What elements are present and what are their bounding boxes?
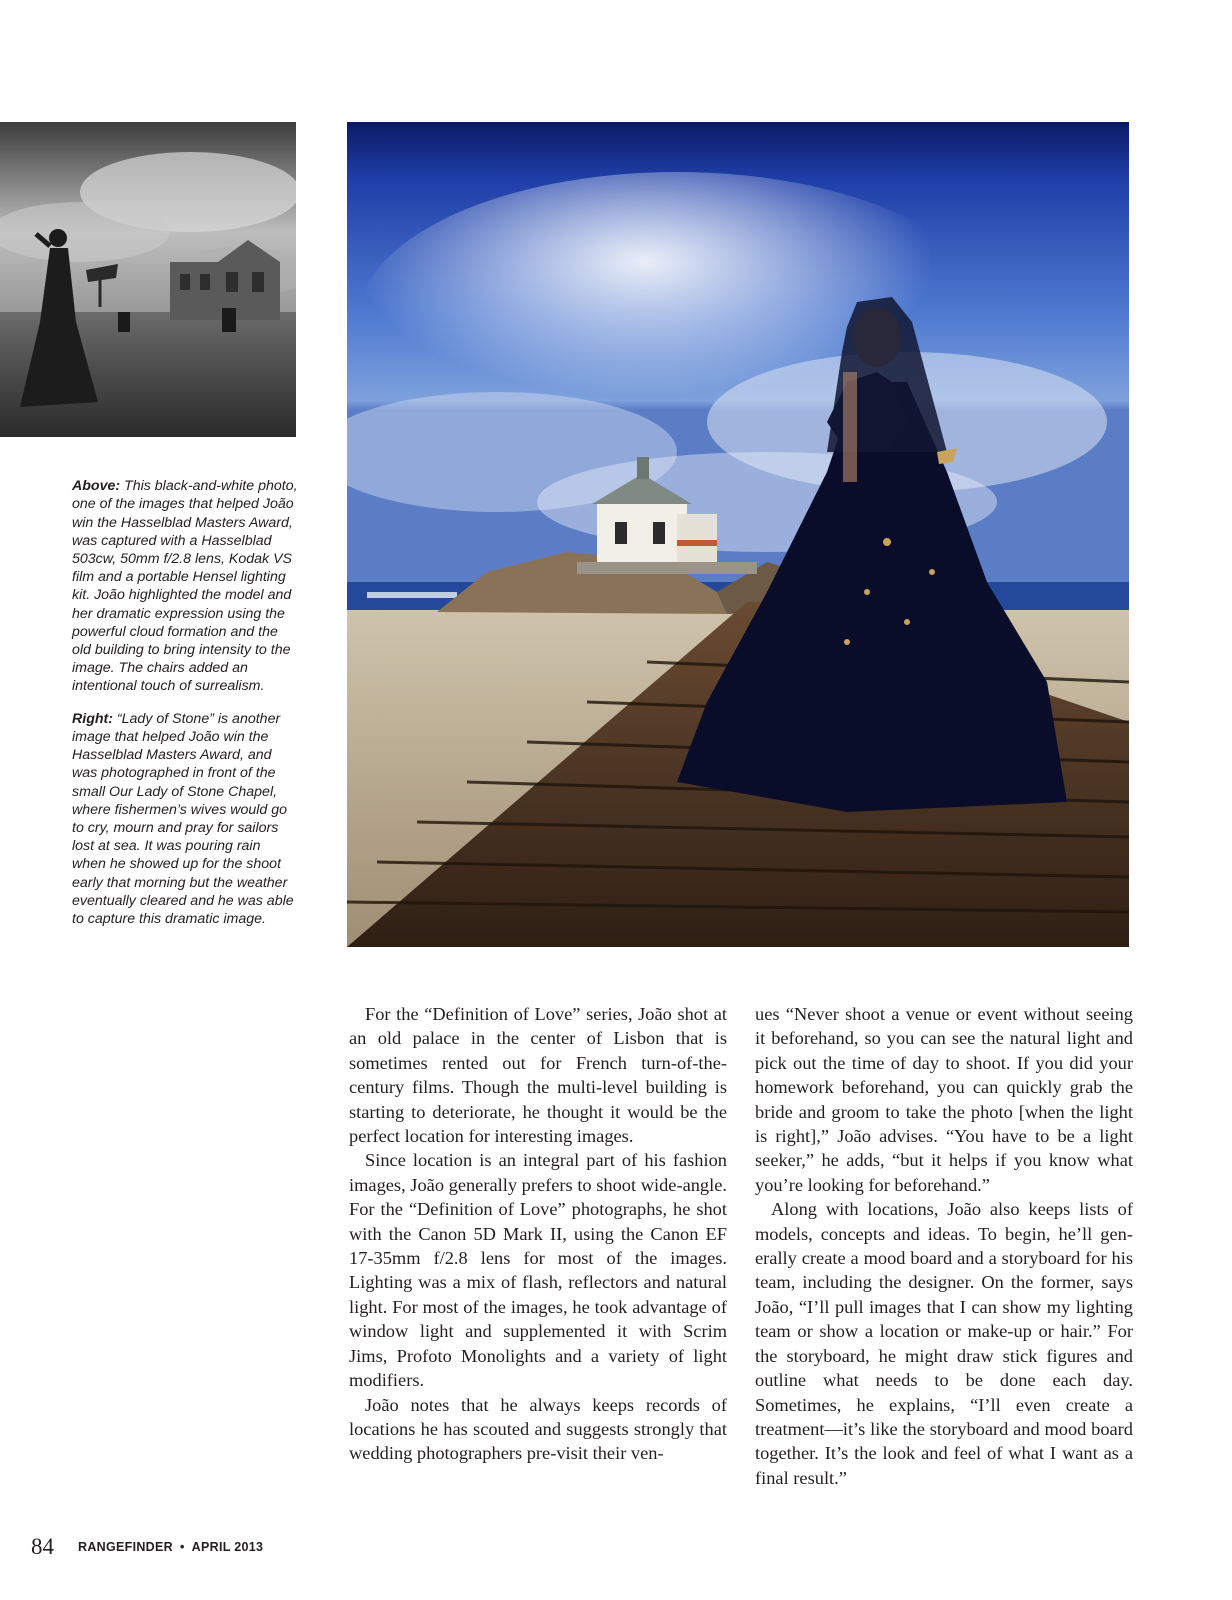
caption-right-lead: Right:: [72, 710, 113, 727]
caption-above-text: This black-and-white photo, one of the images that helped João win the Hasselblad Masters Award, was captured with a Hasselblad 503cw, 50mm f/2.8 lens, Kodak VS film and a portable Hensel lighting kit. João highlighted the model and her dramatic expression using the powerful cloud formation and the old building to bring intensity to the image. The chairs added an intentional touch of surrealism.: [72, 478, 298, 695]
article-column-left: [349, 1002, 727, 1466]
article-column-right: [755, 1002, 1133, 1490]
footer-separator: •: [179, 1540, 185, 1554]
article-paragraph: For the “Definition of Love” series, João shot at an old palace in the center of Lisbon that is sometimes rented out for French turn-of-the-century films. Though the multi-level building is starting to deteriorate, he thought it would be the perfect location for interesting images.: [349, 1004, 727, 1147]
caption-above-lead: Above:: [72, 478, 121, 495]
color-photo-lady-of-stone: [347, 122, 1129, 947]
bw-photo-woman-ruins: [0, 122, 296, 437]
running-footer: [78, 1540, 263, 1554]
issue-date: APRIL 2013: [191, 1540, 264, 1554]
article-paragraph: Along with locations, João also keeps lists of models, concepts and ideas. To begin, he’ll generally create a mood board and a storyboard for his team, including the designer. On the former, says João, “I’ll pull images that I can show my lighting team or show a location or make-up or hair.” For the storyboard, he might draw stick figures and outline what needs to be done each day. Sometimes, he explains, “I’ll even create a treatment—it’s like the storyboard and mood board together. It’s the look and feel of what I want as a final result.”: [755, 1199, 1133, 1488]
page-number: 84: [31, 1534, 54, 1559]
publication-name: RANGEFINDER: [78, 1540, 173, 1554]
caption-above: [72, 477, 298, 695]
caption-right-text: “Lady of Stone” is another image that helped João win the Hasselblad Masters Award, and was photographed in front of the small Our Lady of Stone Chapel, where fishermen’s wives would go to cry, mourn and pray for sailors lost at sea. It was pouring rain when he showed up for the shoot early that morning but the weather eventually cleared and he was able to capture this dramatic image.: [72, 710, 294, 928]
article-paragraph: João notes that he always keeps records of locations he has scouted and suggests strongly that wedding photographers pre-visit their ven-: [349, 1394, 727, 1464]
article-paragraph: ues “Never shoot a venue or event without seeing it beforehand, so you can see the natural light and pick out the time of day to shoot. If you did your homework beforehand, you can quickly grab the bride and groom to take the photo [when the light is right],” João advises. “You have to be a light seeker,” he adds, “but it helps if you know what you’re looking for beforehand.”: [755, 1004, 1133, 1195]
caption-right: [72, 710, 298, 928]
photo-captions: [72, 463, 298, 942]
article-paragraph: Since location is an integral part of his fashion images, João generally prefers to shoot wide-angle. For the “Definition of Love” photographs, he shot with the Canon 5D Mark II, using the Canon EF 17-35mm f/2.8 lens for most of the images. Lighting was a mix of flash, reflectors and natural light. For most of the images, he took advantage of window light and supplemented it with Scrim Jims, Profoto Monolights and a variety of light modifiers.: [349, 1150, 727, 1391]
